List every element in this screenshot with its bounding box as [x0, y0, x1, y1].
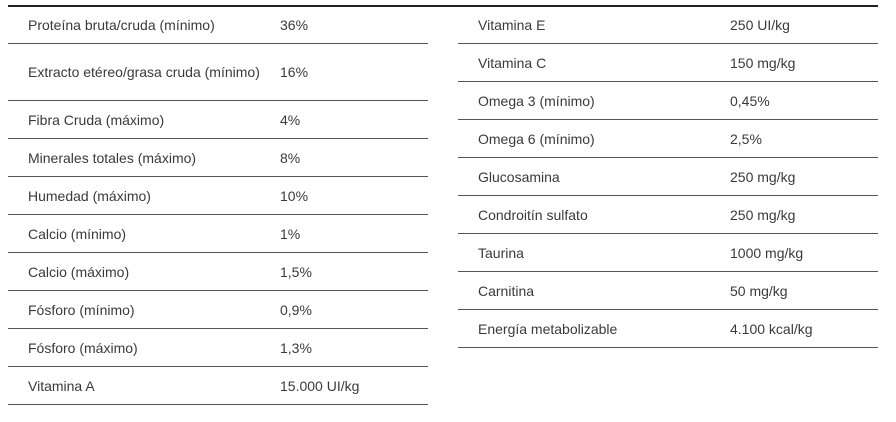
row-value: 250 mg/kg	[730, 168, 796, 185]
nutrition-table-left	[8, 6, 428, 405]
table-row	[8, 291, 428, 329]
row-label: Fósforo (máximo)	[28, 339, 138, 356]
row-value: 1000 mg/kg	[730, 244, 804, 261]
table-row	[458, 6, 878, 44]
row-value: 50 mg/kg	[730, 282, 788, 299]
row-label: Vitamina A	[28, 377, 95, 394]
table-row	[458, 310, 878, 348]
row-value: 4.100 kcal/kg	[730, 320, 813, 337]
nutrition-table-right	[458, 6, 878, 348]
row-value: 1%	[280, 225, 301, 242]
row-label: Vitamina E	[478, 16, 546, 33]
row-label: Calcio (máximo)	[28, 263, 130, 280]
row-label: Condroitín sulfato	[478, 206, 588, 223]
row-value: 2,5%	[730, 130, 762, 147]
table-row	[8, 329, 428, 367]
table-row	[458, 44, 878, 82]
row-value: 0,45%	[730, 92, 770, 109]
table-row	[8, 215, 428, 253]
row-label: Omega 3 (mínimo)	[478, 92, 595, 109]
row-value: 4%	[280, 111, 301, 128]
row-value: 1,5%	[280, 263, 312, 280]
row-value: 36%	[280, 16, 309, 33]
row-value: 8%	[280, 149, 301, 166]
table-row	[458, 120, 878, 158]
table-row	[8, 253, 428, 291]
table-row	[458, 234, 878, 272]
row-label: Minerales totales (máximo)	[28, 149, 197, 166]
row-label: Vitamina C	[478, 54, 547, 71]
table-row	[8, 101, 428, 139]
row-label: Proteína bruta/cruda (mínimo)	[28, 16, 215, 33]
table-row	[458, 158, 878, 196]
row-label: Taurina	[478, 244, 524, 261]
row-value: 15.000 UI/kg	[280, 377, 360, 394]
row-value: 1,3%	[280, 339, 312, 356]
table-row	[8, 367, 428, 405]
row-label: Energía metabolizable	[478, 320, 618, 337]
row-value: 150 mg/kg	[730, 54, 796, 71]
row-value: 250 mg/kg	[730, 206, 796, 223]
table-row	[8, 177, 428, 215]
row-value: 10%	[280, 187, 309, 204]
row-label: Omega 6 (mínimo)	[478, 130, 595, 147]
table-row	[458, 196, 878, 234]
row-label: Glucosamina	[478, 168, 560, 185]
row-label: Fibra Cruda (máximo)	[28, 111, 165, 128]
table-row	[458, 82, 878, 120]
row-value: 16%	[280, 64, 309, 80]
row-label: Humedad (máximo)	[28, 187, 151, 204]
row-label: Calcio (mínimo)	[28, 225, 127, 242]
table-row	[8, 6, 428, 44]
table-row	[8, 44, 428, 101]
row-label: Fósforo (mínimo)	[28, 301, 135, 318]
table-row	[8, 139, 428, 177]
row-value: 0,9%	[280, 301, 312, 318]
row-label: Carnitina	[478, 282, 535, 299]
row-value: 250 UI/kg	[730, 16, 790, 33]
table-row	[458, 272, 878, 310]
row-label: Extracto etéreo/grasa cruda (mínimo)	[28, 64, 260, 80]
